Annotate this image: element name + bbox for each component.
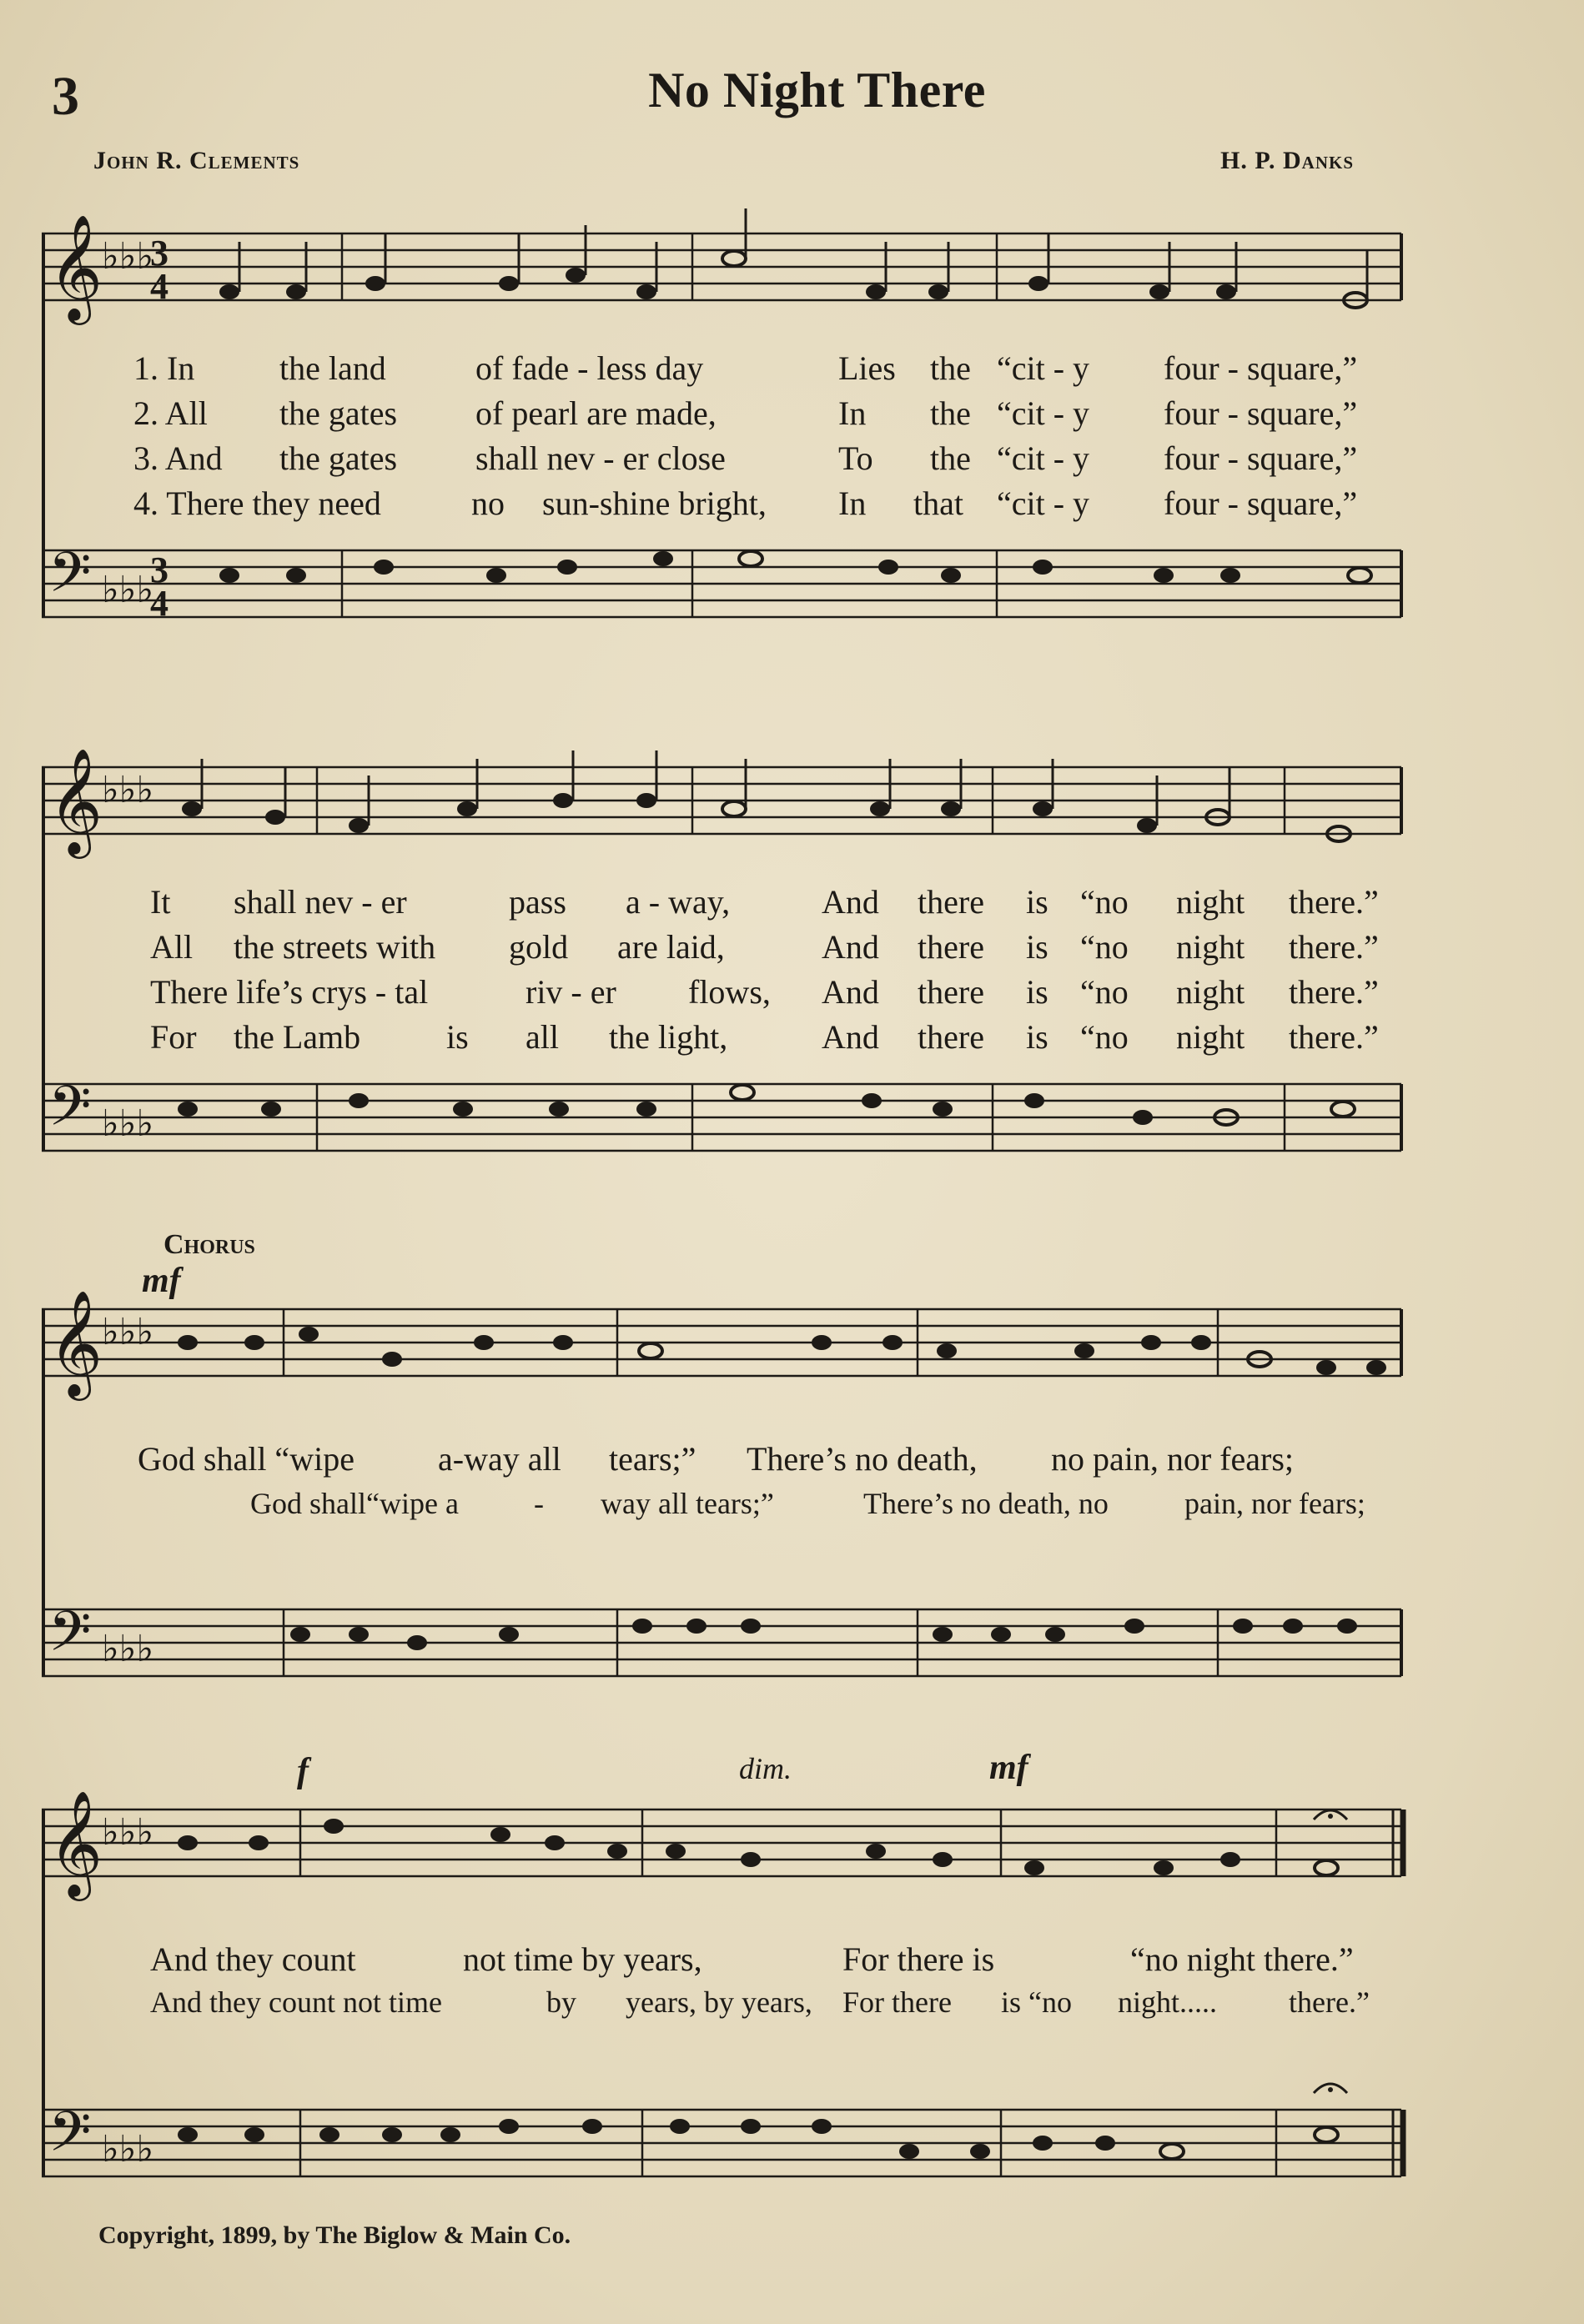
bass-clef-icon: 𝄢 [48, 2100, 92, 2177]
bass-notes-4 [178, 2119, 1338, 2159]
key-signature-flats-icon: ♭♭♭ [102, 1102, 154, 1145]
dynamic-mezzo-forte: mf [989, 1749, 1028, 1787]
music-system-2: 𝄞 ♭♭♭ It shall nev - er pass a - way, And there is “no night there.” All the streets with gold are laid, And there is “no night there.” There life’s crys - tal riv - er flows, And there is “no night there.” For the Lamb is all the light, And there is “no night there.” 𝄢 ♭♭♭ [42, 734, 1410, 1201]
dynamic-diminuendo: dim. [739, 1752, 792, 1785]
treble-clef-icon: 𝄞 [48, 1789, 103, 1896]
bass-clef-icon: 𝄢 [48, 1599, 92, 1677]
bass-clef-icon: 𝄢 [48, 540, 92, 618]
key-signature-flats-icon: ♭♭♭ [102, 235, 154, 278]
key-signature-flats-icon: ♭♭♭ [102, 569, 154, 611]
staff-bass-1 [42, 534, 1410, 675]
svg-text:3: 3 [150, 233, 168, 274]
bass-clef-icon: 𝄢 [48, 1074, 92, 1152]
key-signature-flats-icon: ♭♭♭ [102, 2128, 154, 2171]
note-stems-1 [239, 208, 1367, 300]
chorus-label: Chorus [163, 1229, 255, 1260]
staff-treble-3 [42, 1289, 1410, 1434]
dynamic-mf-chorus: mf [142, 1262, 181, 1300]
staff-treble-2 [42, 747, 1410, 892]
staff-bass-3 [42, 1593, 1410, 1734]
treble-clef-icon: 𝄞 [48, 1289, 103, 1396]
key-signature-flats-icon: ♭♭♭ [102, 1811, 154, 1854]
treble-clef-icon: 𝄞 [48, 747, 103, 854]
music-system-3: 𝄞 ♭♭♭ God shall “wipe a-way all tears;” There’s no death, no pain, nor fears; God shall“wipe a - way all tears;” There’s no death, no pain, nor fears; 𝄢 ♭♭♭ [42, 1276, 1410, 1726]
copyright-notice: Copyright, 1899, by The Biglow & Main Co. [98, 2221, 571, 2249]
svg-text:3: 3 [150, 550, 168, 590]
key-signature-flats-icon: ♭♭♭ [102, 1628, 154, 1670]
composer-credit: H. P. Danks [1220, 147, 1354, 174]
lyricist-credit: John R. Clements [93, 147, 300, 174]
staff-bass-4 [42, 2093, 1410, 2235]
hymn-number: 3 [52, 66, 79, 127]
svg-text:4: 4 [150, 583, 168, 624]
svg-text:4: 4 [150, 266, 168, 307]
dynamic-forte: f [297, 1752, 309, 1790]
music-system-4: 𝄞 ♭♭♭ And they count not time by years, For there is “no night there.” And they count not time by years, by years, For there is “no night..... there.” 𝄢 ♭♭♭ [42, 1776, 1410, 2210]
key-signature-flats-icon: ♭♭♭ [102, 769, 154, 811]
bass-notes-2 [178, 1085, 1355, 1125]
bass-notes-3 [290, 1619, 1357, 1650]
treble-clef-icon: 𝄞 [48, 213, 103, 320]
key-signature-flats-icon: ♭♭♭ [102, 1311, 154, 1353]
staff-bass-2 [42, 1067, 1410, 1209]
staff-treble-1 [42, 213, 1410, 359]
staff-treble-4 [42, 1789, 1410, 1935]
melody-notes-3 [178, 1327, 1386, 1375]
hymn-title: No Night There [648, 63, 986, 118]
music-system-1: 𝄞 ♭♭♭ 3 4 1. In the land of fade - less day Lies the “cit - y four - square,” 2. All the gates of pearl are made, In the “cit - y four - square,” 3. And the gates shall nev - er close To the “cit - y four - square,” 4. There they need no sun-shine bright, In that “cit - y four - square,” 𝄢 ♭♭♭ 3 4 [42, 200, 1410, 667]
